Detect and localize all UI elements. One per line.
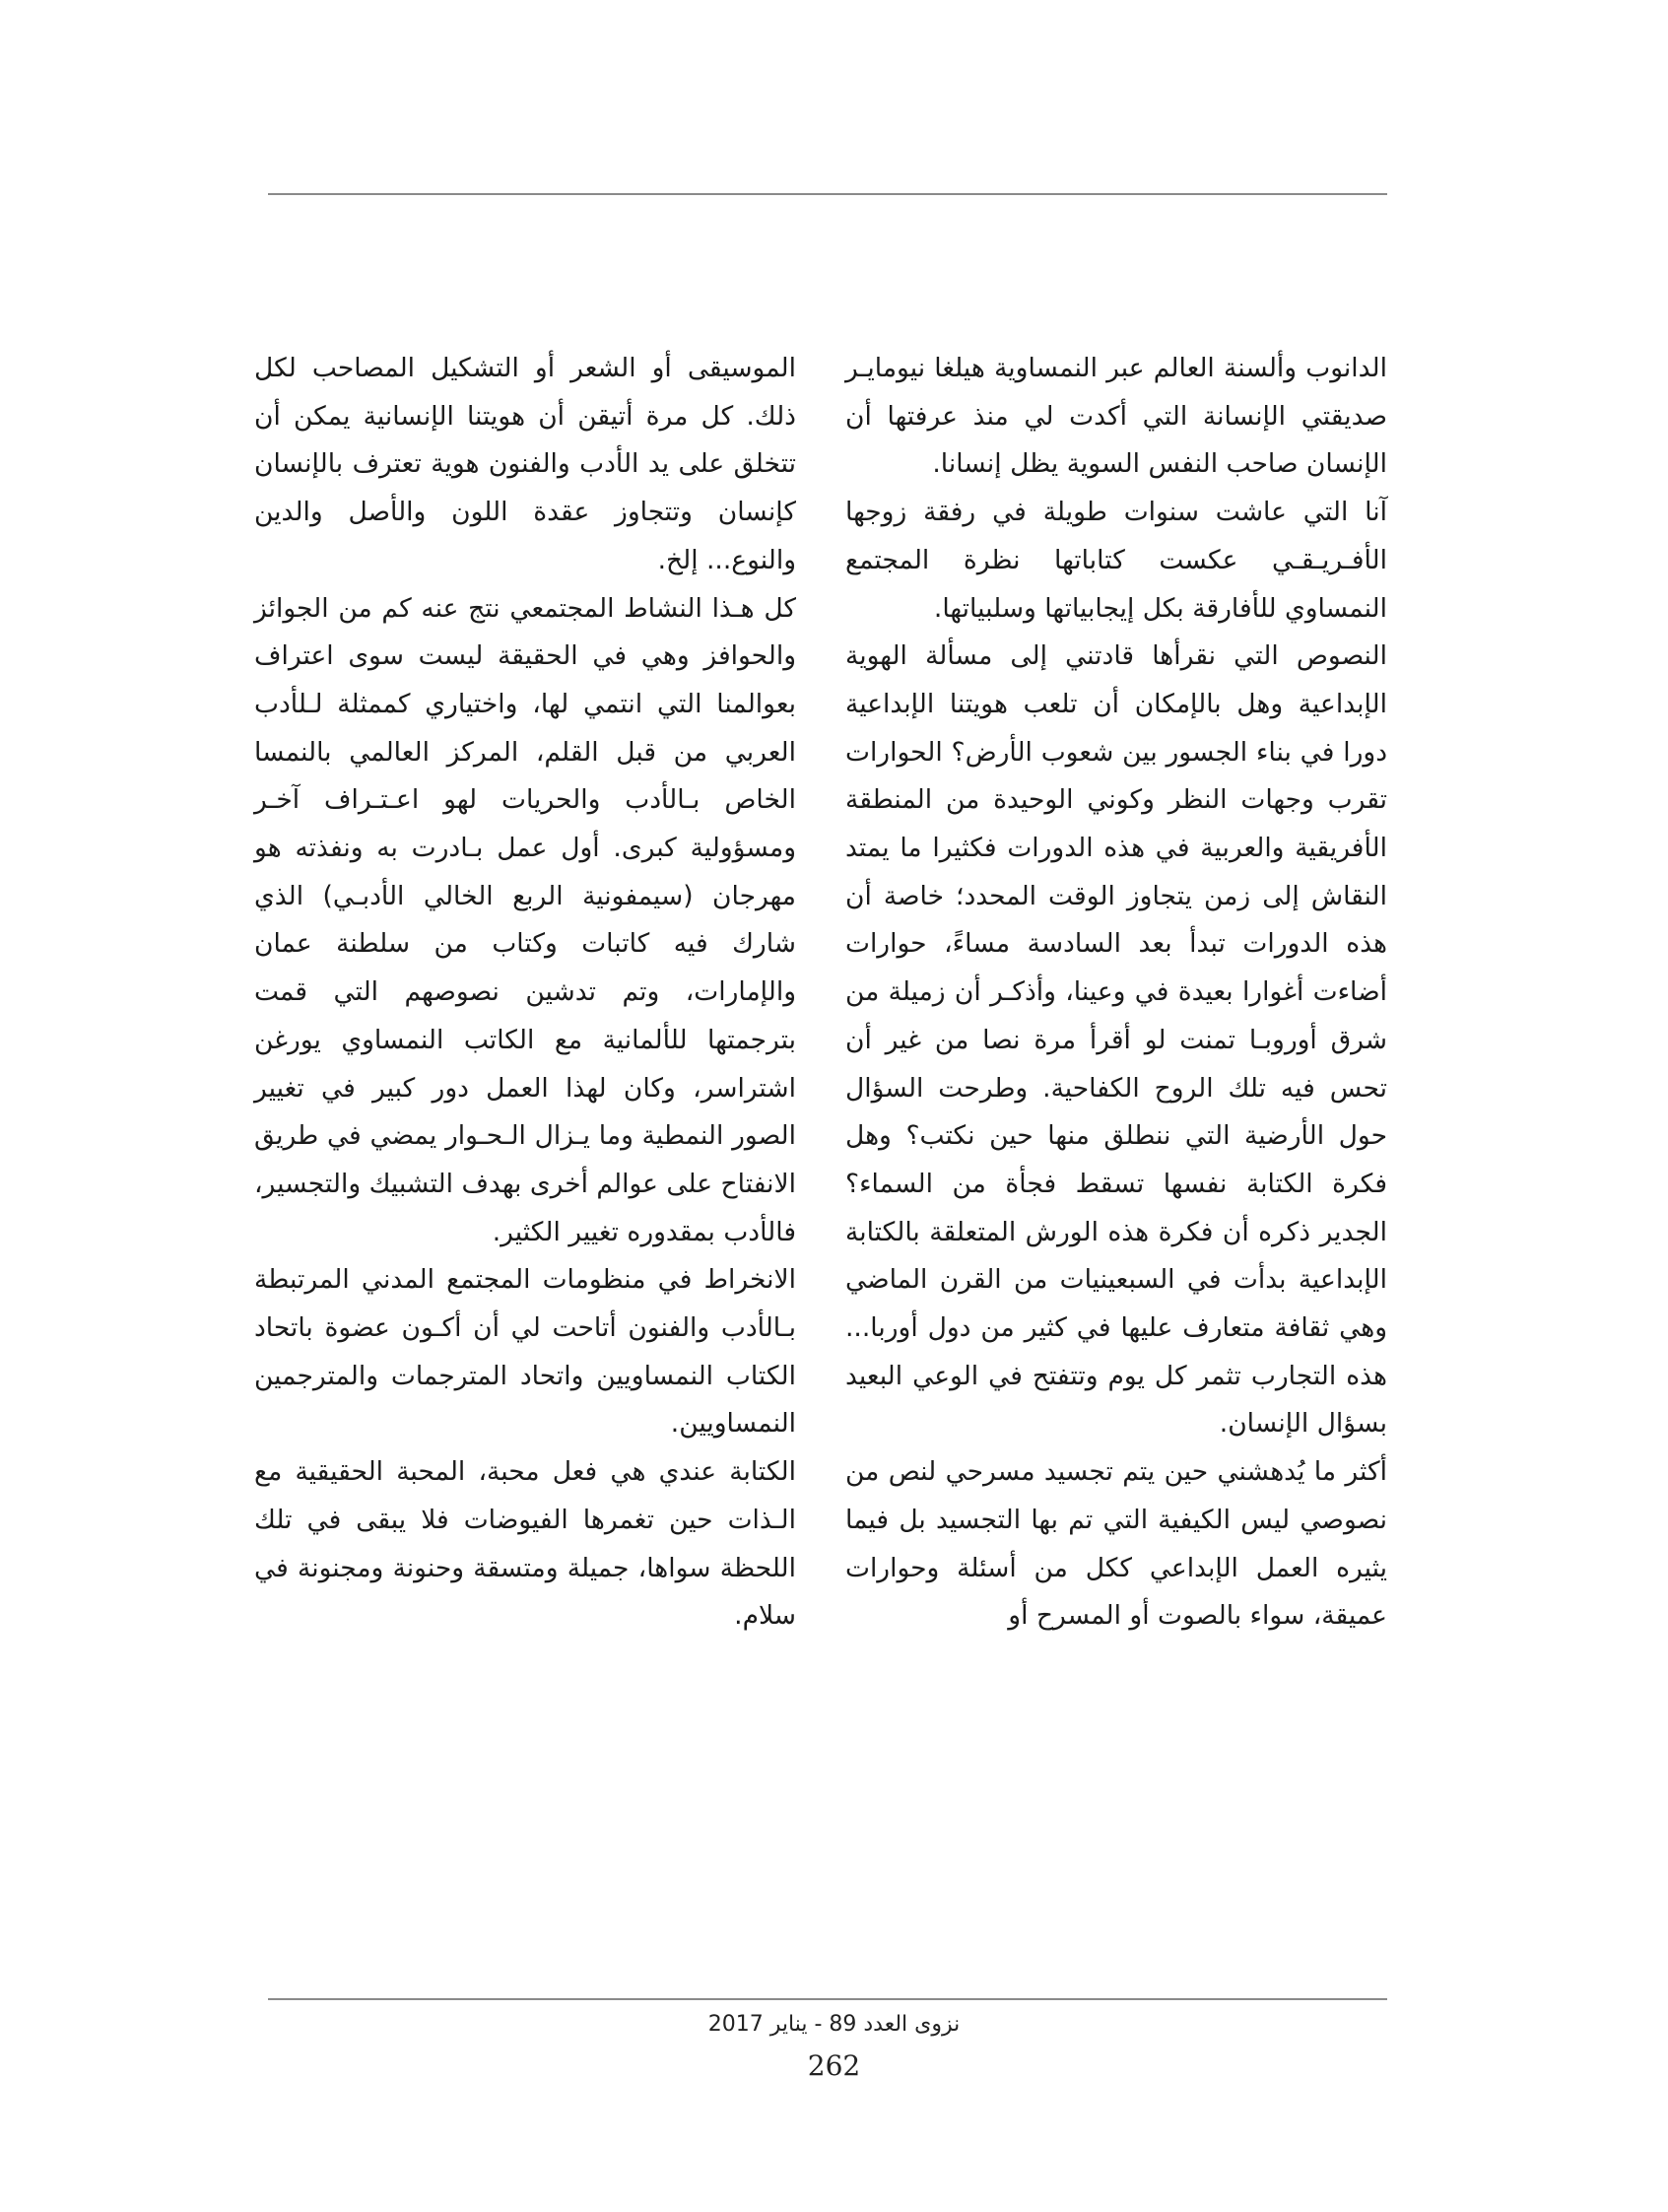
text-column-left [254, 345, 796, 1641]
paragraph: كل هـذا النشاط المجتمعي نتج عنه كم من الجوائز والحوافز وهي في الحقيقة ليست سوى اعتراف بعوالمنا التي انتمي لها، واختياري كممثلة لـلأدب العربي من قبل القلم، المركز العالمي بالنمسا الخاص بـالأدب والحريات لهو اعـتـراف آخـر ومسؤولية كبرى. أول عمل بـادرت به ونفذته هو مهرجان (سيمفونية الربع الخالي الأدبـي) الذي شارك فيه كاتبات وكتاب من سلطنة عمان والإمارات، وتم تدشين نصوصهم التي قمت بترجمتها للألمانية مع الكاتب النمساوي يورغن اشتراسر، وكان لهذا العمل دور كبير في تغيير الصور النمطية وما يـزال الـحـوار يمضي في طريق الانفتاح على عوالم أخرى بهدف التشبيك والتجسير، فالأدب بمقدوره تغيير الكثير. [254, 592, 796, 1247]
paragraph: آنا التي عاشت سنوات طويلة في رفقة زوجها الأفـريـقـي عكست كتاباتها نظرة المجتمع النمساوي للأفارقة بكل إيجابياتها وسلبياتها. [845, 497, 1387, 624]
footer-rule [268, 1998, 1387, 2000]
paragraph: الكتابة عندي هي فعل محبة، المحبة الحقيقية مع الـذات حين تغمرها الفيوضات فلا يبقى في تلك اللحظة سواها، جميلة ومتسقة وحنونة ومجنونة في سلام. [254, 1456, 796, 1632]
paragraph: الانخراط في منظومات المجتمع المدني المرتبطة بـالأدب والفنون أتاحت لي أن أكـون عضوة باتحاد الكتاب النمساويين واتحاد المترجمات والمترجمين النمساويين. [254, 1264, 796, 1440]
footer-issue-label: نزوى العدد 89 - يناير 2017 [707, 2012, 961, 2037]
text-column-right [845, 345, 1387, 1641]
paragraph: الموسيقى أو الشعر أو التشكيل المصاحب لكل ذلك. كل مرة أتيقن أن هويتنا الإنسانية يمكن أن تتخلق على يد الأدب والفنون هوية تعترف بالإنسان كإنسان وتتجاوز عقدة اللون والأصل والدين والنوع... إلخ. [254, 353, 796, 575]
paragraph: النصوص التي نقرأها قادتني إلى مسألة الهوية الإبداعية وهل بالإمكان أن تلعب هويتنا الإبداعية دورا في بناء الجسور بين شعوب الأرض؟ الحوارات تقرب وجهات النظر وكوني الوحيدة من المنطقة الأفريقية والعربية في هذه الدورات فكثيرا ما يمتد النقاش إلى زمن يتجاوز الوقت المحدد؛ خاصة أن هذه الدورات تبدأ بعد السادسة مساءً، حوارات أضاءت أغوارا بعيدة في وعينا، وأذكـر أن زميلة من شرق أوروبـا تمنت لو أقرأ مرة نصا من غير أن تحس فيه تلك الروح الكفاحية. وطرحت السؤال حول الأرضية التي ننطلق منها حين نكتب؟ وهل فكرة الكتابة نفسها تسقط فجأة من السماء؟ الجدير ذكره أن فكرة هذه الورش المتعلقة بالكتابة الإبداعية بدأت في السبعينيات من القرن الماضي وهي ثقافة متعارف عليها في كثير من دول أوربا... هذه التجارب تثمر كل يوم وتتفتح في الوعي البعيد بسؤال الإنسان. [845, 640, 1387, 1440]
page-number: 262 [807, 2049, 861, 2082]
header-rule [268, 193, 1387, 195]
paragraph: أكثر ما يُدهشني حين يتم تجسيد مسرحي لنص من نصوصي ليس الكيفية التي تم بها التجسيد بل فيما يثيره العمل الإبداعي ككل من أسئلة وحوارات عميقة، سواء بالصوت أو المسرح أو [845, 1456, 1387, 1632]
paragraph: الدانوب وألسنة العالم عبر النمساوية هيلغا نيومايـر صديقتي الإنسانة التي أكدت لي منذ عرفتها أن الإنسان صاحب النفس السوية يظل إنسانا. [845, 353, 1387, 480]
